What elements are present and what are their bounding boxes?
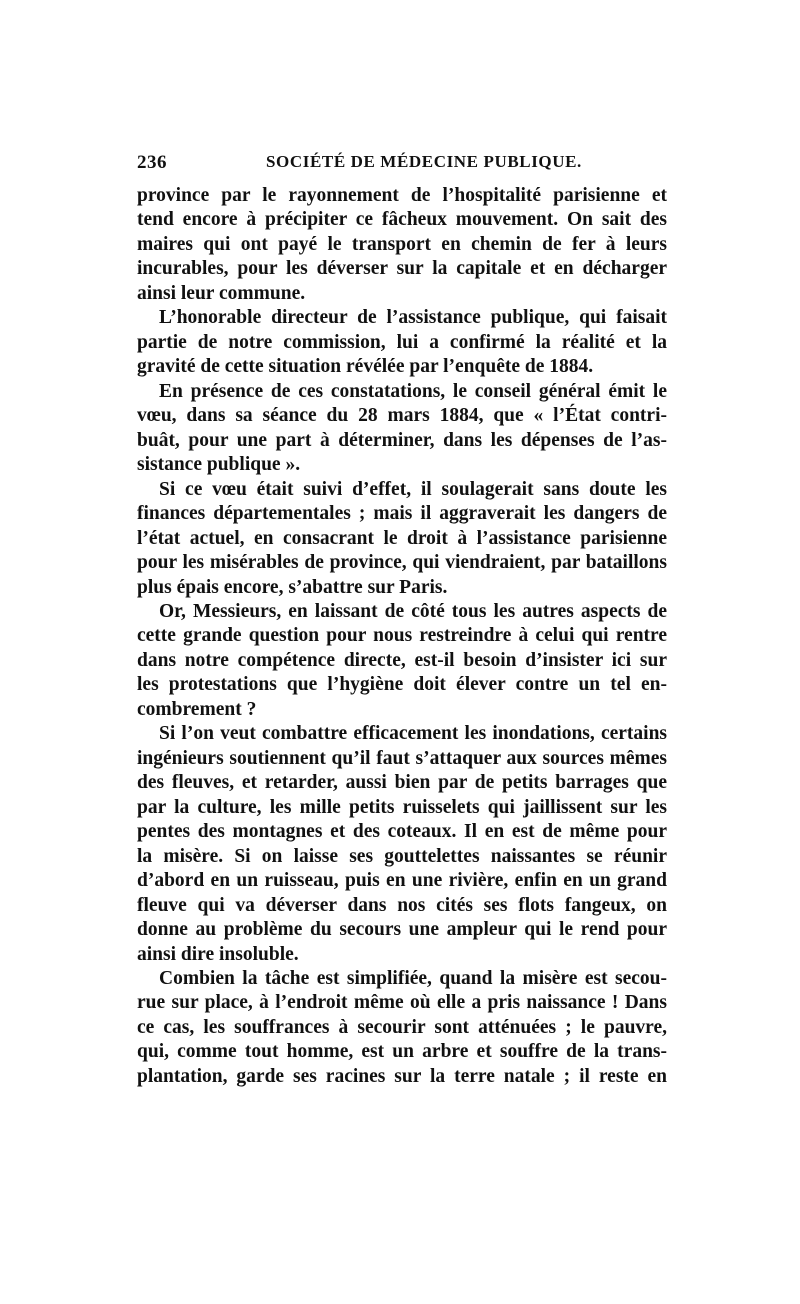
text-line: sistance publique ». — [137, 454, 301, 476]
text-line: plantation, garde ses racines sur la terre natale ; il reste en — [137, 1065, 667, 1087]
text-line: les protestations que l’hygiène doit élever contre un tel en- — [137, 674, 667, 696]
text-line: gravité de cette situation révélée par l’enquête de 1884. — [137, 356, 594, 378]
text-line: l’état actuel, en consacrant le droit à l’assistance parisienne — [137, 527, 667, 549]
text-line: combrement ? — [137, 698, 257, 720]
text-line: donne au problème du secours une ampleur qui le rend pour — [137, 919, 667, 941]
text-line: cette grande question pour nous restreindre à celui qui rentre — [137, 625, 667, 647]
text-line: finances départementales ; mais il aggraverait les dangers de — [137, 503, 667, 525]
text-line: partie de notre commission, lui a confirmé la réalité et la — [137, 331, 667, 353]
text-line: pentes des montagnes et des coteaux. Il en est de même pour — [137, 821, 667, 843]
text-line: maires qui ont payé le transport en chemin de fer à leurs — [137, 233, 667, 255]
body-text — [137, 184, 667, 1089]
text-line: ce cas, les souffrances à secourir sont atténuées ; le pauvre, — [137, 1016, 667, 1038]
text-line: ainsi dire insoluble. — [137, 943, 299, 965]
text-line: fleuve qui va déverser dans nos cités ses flots fangeux, on — [137, 894, 667, 916]
text-line: En présence de ces constatations, le conseil général émit le — [159, 380, 667, 402]
text-line: Combien la tâche est simplifiée, quand la misère est secou- — [159, 968, 667, 989]
text-line: L’honorable directeur de l’assistance publique, qui faisait — [159, 307, 667, 329]
text-line: rue sur place, à l’endroit même où elle a pris naissance ! Dans — [137, 992, 667, 1014]
text-line: province par le rayonnement de l’hospitalité parisienne et — [137, 185, 667, 206]
text-line: la misère. Si on laisse ses gouttelettes naissantes se réunir — [137, 845, 667, 867]
text-line: dans notre compétence directe, est-il besoin d’insister ici sur — [137, 649, 667, 671]
text-line: des fleuves, et retarder, aussi bien par de petits barrages que — [137, 772, 667, 794]
text-line: Si ce vœu était suivi d’effet, il soulagerait sans doute les — [159, 478, 667, 500]
text-line: vœu, dans sa séance du 28 mars 1884, que « l’État contri- — [137, 405, 667, 427]
text-line: ainsi leur commune. — [137, 282, 306, 304]
text-line: Or, Messieurs, en laissant de côté tous les autres aspects de — [159, 600, 667, 622]
text-line: buât, pour une part à déterminer, dans les dépenses de l’as- — [137, 429, 667, 451]
text-line: incurables, pour les déverser sur la capitale et en décharger — [137, 258, 667, 280]
text-line: plus épais encore, s’abattre sur Paris. — [137, 576, 448, 598]
text-line: tend encore à précipiter ce fâcheux mouvement. On sait des — [137, 209, 667, 231]
text-line: ingénieurs soutiennent qu’il faut s’attaquer aux sources mêmes — [137, 747, 667, 769]
text-line: pour les misérables de province, qui viendraient, par bataillons — [137, 552, 667, 574]
page-number: 236 — [137, 152, 167, 173]
text-line: d’abord en un ruisseau, puis en une rivière, enfin en un grand — [137, 870, 667, 892]
text-line: Si l’on veut combattre efficacement les inondations, certains — [159, 723, 667, 745]
text-line: par la culture, les mille petits ruisselets qui jaillissent sur les — [137, 796, 667, 818]
page-header — [137, 152, 667, 178]
running-title: SOCIÉTÉ DE MÉDECINE PUBLIQUE. — [266, 152, 582, 171]
text-line: qui, comme tout homme, est un arbre et souffre de la trans- — [137, 1041, 667, 1063]
